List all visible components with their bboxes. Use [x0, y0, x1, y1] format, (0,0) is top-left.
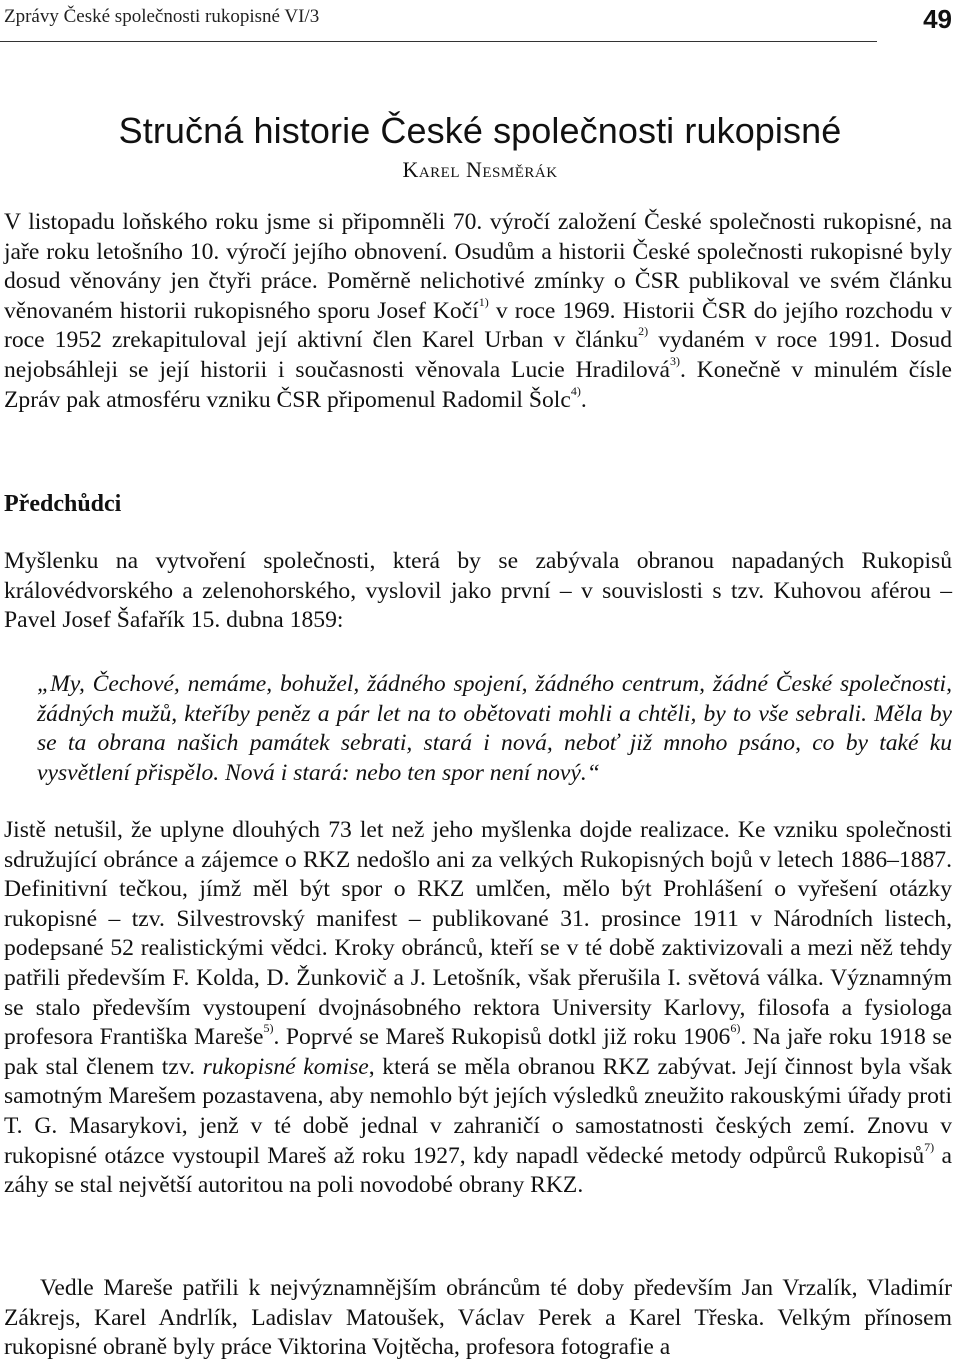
- footnote-ref: 5): [263, 1021, 274, 1036]
- intro-paragraph: [4, 208, 952, 415]
- main-text: . Poprvé se Mareš Rukopisů dotkl již roku 1906: [273, 1024, 731, 1051]
- safarik-quote: „My, Čechové, nemáme, bohužel, žádného spojení, žádného centrum, žádné České společnosti, žádných mužů, kteříby peněz a pár let na to obětovati mohli a chtěli, by to vše sebrali. Měla by se ta obrana našich památek sebrati, stará i nová, neboť již mnoho psáno, co by také ku vysvětlení přispělo. Nová i stará: nebo ten spor není nový.“: [37, 671, 952, 786]
- footnote-ref: 6): [730, 1021, 741, 1036]
- article-author: Karel Nesměrák: [402, 157, 558, 182]
- running-header: Zprávy České společnosti rukopisné VI/3: [4, 6, 320, 27]
- italic-term: rukopisné komise: [202, 1053, 369, 1080]
- footnote-ref: 7): [924, 1139, 935, 1154]
- main-paragraph: [4, 816, 952, 1201]
- section-heading: Předchůdci: [4, 491, 122, 517]
- main-text: a záhy se stal největší autoritou na poli novodobé obrany RKZ.: [4, 1142, 953, 1199]
- main-text: Jistě netušil, že uplyne dlouhých 73 let než jeho myšlenka dojde realizace. Ke vzniku společnosti sdružující obránce a zájemce o RKZ nedošlo ani za velkých Rukopisných bojů v letech 1886–1887. Definitivní tečkou, jímž měl být spor o RKZ umlčen, mělo být Prohlášení o vyřešení otázky rukopisné – tzv. Silvestrovský manifest – publikované 31. prosince 1911 v Národních listech, podepsané 52 realistickými vědci. Kroky obránců, kteří se v té době zaktivizovali a mezi něž tehdy patřili především F. Kolda, D. Žunkovič a J. Letošník, však přerušila I. světová válka. Významným se stalo především vystoupení dvojnásobného rektora University Karlovy, filosofa a fysiologa profesora Františka Mareše: [4, 817, 952, 1051]
- intro-text: vydaném v roce 1991. Dosud nejobsáhleji se její historii i současnosti věnovala Lucie Hradilová: [4, 327, 952, 383]
- main-text: , která se měla obranou RKZ zabývat. Její činnost byla však samotným Marešem pozastavena, aby nemohlo být jejích výsledků zneužito rakouskými úřady proti T. G. Masarykovi, jenž v té době jednal v zahraničí o samostatnosti českých zemí. Znovu v rukopisné otázce vystoupil Mareš až roku 1927, kdy napadl vědecké metody odpůrců Rukopisů: [4, 1053, 953, 1169]
- footnote-ref: 3): [669, 353, 680, 368]
- footnote-ref: 2): [638, 324, 649, 339]
- article-title: Stručná historie České společnosti rukopisné: [118, 110, 842, 151]
- intro-text: . Konečně v minulém čísle Zpráv pak atmosféru vzniku ČSR připomenul Radomil Šolc: [4, 356, 952, 413]
- vedle-paragraph: Vedle Mareše patřili k nejvýznamnějším obráncům té doby především Jan Vrzalík, Vladimír Zákrejs, Karel Andrlík, Ladislav Matoušek, Václav Perek a Karel Třeska. Velkým přínosem rukopisné obraně byly práce Viktorina Vojtěcha, profesora fotografie a: [4, 1275, 952, 1361]
- intro-text: V listopadu loňského roku jsme si připomněli 70. výročí založení České společnosti rukopisné, na jaře roku letošního 10. výročí jejího obnovení. Osudům a historii České společnosti rukopisné byly dosud věnovány jen čtyři práce. Poměrně nelichotivé zmínky o ČSR publikoval ve svém článku věnovaném historii rukopisného sporu Josef Kočí: [4, 209, 952, 324]
- footnote-ref: 1): [478, 294, 489, 309]
- header-rule: [0, 41, 877, 42]
- main-text: . Na jaře roku 1918 se pak stal členem tzv.: [4, 1024, 952, 1080]
- intro-text: .: [580, 386, 587, 413]
- predchudci-paragraph: Myšlenku na vytvoření společnosti, která by se zabývala obranou napadaných Rukopisů královédvorského a zelenohorského, vyslovil jako první – v souvislosti s tzv. Kuhovou aférou – Pavel Josef Šafařík 15. dubna 1859:: [4, 548, 952, 634]
- page-number: 49: [923, 4, 952, 34]
- intro-text: v roce 1969. Historii ČSR do jejího rozchodu v roce 1952 zrekapituloval její aktivní člen Karel Urban v článku: [4, 297, 952, 354]
- footnote-ref: 4): [570, 383, 581, 398]
